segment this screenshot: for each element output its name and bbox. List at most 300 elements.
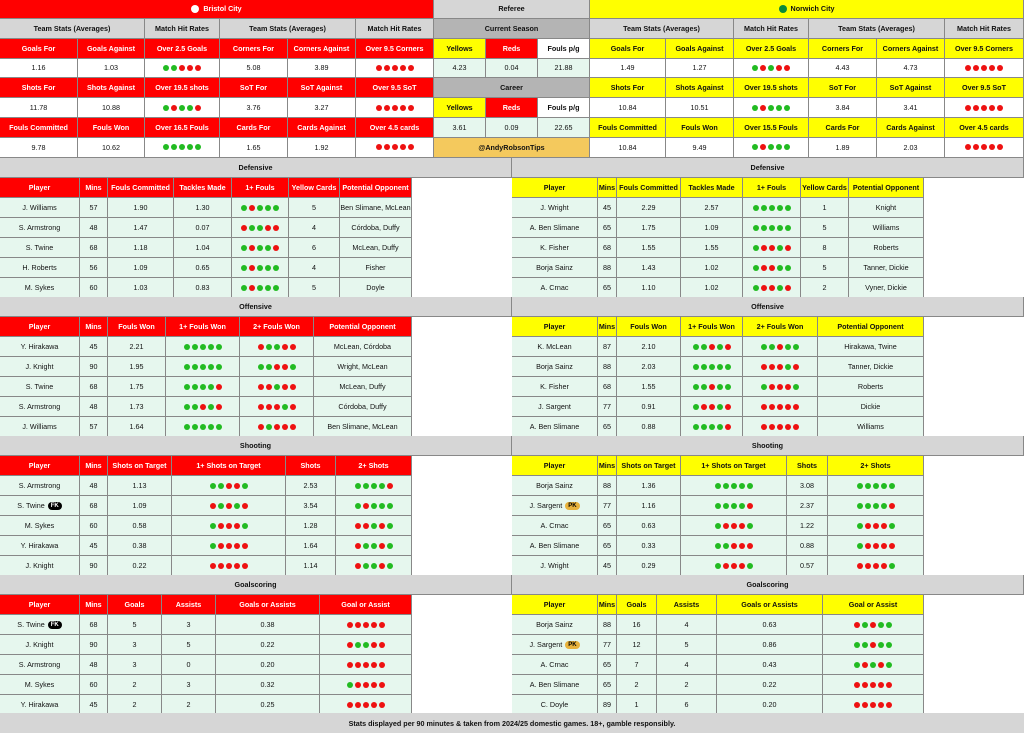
- corners-for-label: Corners For: [220, 39, 288, 59]
- player-name: Y. Hirakawa: [20, 699, 59, 709]
- table-cell: [320, 635, 412, 655]
- hit-dot-icon: [200, 424, 206, 430]
- table-cell: 0.07: [174, 218, 232, 238]
- table-cell: [240, 357, 314, 377]
- miss-dot-icon: [777, 384, 783, 390]
- table-cell: Fisher: [340, 258, 412, 278]
- hit-dot-icon: [371, 503, 377, 509]
- hit-dot-icon: [371, 563, 377, 569]
- hit-rate-dots: [376, 144, 414, 150]
- hit-dot-icon: [701, 384, 707, 390]
- table-cell: 0.20: [216, 655, 320, 675]
- bristol-defensive-table: [0, 158, 512, 298]
- hit-rate-dots: [355, 543, 393, 549]
- hit-dot-icon: [739, 503, 745, 509]
- table-cell: [172, 536, 286, 556]
- table-cell: [336, 556, 412, 576]
- miss-dot-icon: [760, 105, 766, 111]
- miss-dot-icon: [195, 65, 201, 71]
- table-cell: Knight: [849, 198, 924, 218]
- table-cell: [681, 357, 743, 377]
- miss-dot-icon: [400, 65, 406, 71]
- column-header: Player: [512, 456, 598, 476]
- hit-dot-icon: [793, 344, 799, 350]
- hit-dot-icon: [717, 384, 723, 390]
- table-cell: [240, 417, 314, 437]
- miss-dot-icon: [355, 563, 361, 569]
- hit-dot-icon: [234, 503, 240, 509]
- ca-reds-value: 0.09: [486, 118, 538, 138]
- table-cell: 12: [617, 635, 657, 655]
- hit-rate-dots: [761, 404, 799, 410]
- player-name: S. Twine: [17, 500, 45, 510]
- table-cell: [172, 556, 286, 576]
- miss-dot-icon: [216, 384, 222, 390]
- miss-dot-icon: [392, 105, 398, 111]
- miss-dot-icon: [347, 622, 353, 628]
- referee-panel: [434, 0, 590, 158]
- hit-rate-dots: [355, 503, 393, 509]
- table-cell: [512, 556, 598, 576]
- norwich-player-row: [512, 615, 1024, 635]
- ca-yellows-value: 3.61: [434, 118, 486, 138]
- shots-against-label: Shots Against: [666, 78, 734, 98]
- hit-rate-dots: [693, 384, 731, 390]
- hit-rate-dots: [347, 662, 385, 668]
- table-cell: Roberts: [849, 238, 924, 258]
- table-cell: Wright, McLean: [314, 357, 412, 377]
- table-cell: 1.64: [108, 417, 166, 437]
- table-cell: 1.03: [108, 278, 174, 298]
- hit-dot-icon: [725, 384, 731, 390]
- miss-dot-icon: [290, 344, 296, 350]
- table-cell: 2.29: [617, 198, 681, 218]
- table-cell: Roberts: [818, 377, 924, 397]
- table-cell: 1.47: [108, 218, 174, 238]
- hit-dot-icon: [257, 285, 263, 291]
- norwich-off-header-row: [512, 317, 1024, 337]
- miss-dot-icon: [379, 662, 385, 668]
- over-fouls-label: Over 16.5 Fouls: [145, 118, 220, 138]
- miss-dot-icon: [870, 682, 876, 688]
- miss-dot-icon: [258, 384, 264, 390]
- goa-title: Goalscoring: [0, 575, 512, 595]
- cs-yellows-label: Yellows: [434, 39, 486, 59]
- miss-dot-icon: [379, 523, 385, 529]
- match-hit-rates-header: Match Hit Rates: [734, 19, 809, 39]
- hit-dot-icon: [865, 483, 871, 489]
- hit-dot-icon: [208, 344, 214, 350]
- table-cell: Tanner, Dickie: [849, 258, 924, 278]
- miss-dot-icon: [777, 364, 783, 370]
- table-cell: 0.57: [787, 556, 828, 576]
- miss-dot-icon: [400, 144, 406, 150]
- miss-dot-icon: [249, 205, 255, 211]
- miss-dot-icon: [881, 563, 887, 569]
- miss-dot-icon: [241, 225, 247, 231]
- table-cell: 0.25: [216, 695, 320, 715]
- table-cell: 3.08: [787, 476, 828, 496]
- hit-dot-icon: [769, 225, 775, 231]
- miss-dot-icon: [258, 404, 264, 410]
- miss-dot-icon: [355, 682, 361, 688]
- norwich-player-row: [512, 278, 1024, 298]
- hit-dot-icon: [208, 404, 214, 410]
- column-header: Shots on Target: [108, 456, 172, 476]
- column-header: Goals or Assists: [216, 595, 320, 615]
- miss-dot-icon: [878, 662, 884, 668]
- miss-dot-icon: [249, 245, 255, 251]
- ca-fouls-value: 22.65: [538, 118, 590, 138]
- table-cell: 90: [80, 357, 108, 377]
- miss-dot-icon: [265, 225, 271, 231]
- def-title: Defensive: [0, 158, 512, 178]
- miss-dot-icon: [997, 144, 1003, 150]
- column-header: Goals or Assists: [717, 595, 823, 615]
- miss-dot-icon: [371, 682, 377, 688]
- table-cell: 1.75: [108, 377, 166, 397]
- table-cell: 0.63: [617, 516, 681, 536]
- table-cell: 2: [801, 278, 849, 298]
- hit-rate-dots: [355, 483, 393, 489]
- hit-dot-icon: [761, 205, 767, 211]
- hit-dot-icon: [747, 483, 753, 489]
- fouls-committed-label: Fouls Committed: [590, 118, 666, 138]
- corners-against-label: Corners Against: [877, 39, 945, 59]
- hit-dot-icon: [785, 225, 791, 231]
- table-cell: 1.55: [617, 238, 681, 258]
- hit-dot-icon: [731, 503, 737, 509]
- over-19-5-shots-label: Over 19.5 shots: [734, 78, 809, 98]
- norwich-player-row: [512, 397, 1024, 417]
- table-cell: [681, 556, 787, 576]
- sot-for-label: SoT For: [809, 78, 877, 98]
- miss-dot-icon: [873, 543, 879, 549]
- table-cell: 48: [80, 476, 108, 496]
- column-header: 1+ Shots on Target: [681, 456, 787, 476]
- miss-dot-icon: [392, 65, 398, 71]
- column-header: Potential Opponent: [849, 178, 924, 198]
- shots-for-value: 10.84: [590, 98, 666, 118]
- miss-dot-icon: [973, 65, 979, 71]
- miss-dot-icon: [218, 543, 224, 549]
- miss-dot-icon: [282, 424, 288, 430]
- hit-dot-icon: [363, 642, 369, 648]
- miss-dot-icon: [384, 144, 390, 150]
- sot-against-value: 3.27: [288, 98, 356, 118]
- bristol-team-header: Bristol City: [0, 0, 434, 19]
- table-cell: 65: [598, 278, 617, 298]
- hit-dot-icon: [200, 384, 206, 390]
- fouls-won-value: 10.62: [78, 138, 145, 158]
- hit-dot-icon: [379, 503, 385, 509]
- table-cell: 4: [657, 655, 717, 675]
- hit-dot-icon: [371, 483, 377, 489]
- hit-rate-dots: [753, 265, 791, 271]
- table-cell: 5: [289, 198, 340, 218]
- hit-dot-icon: [210, 523, 216, 529]
- norwich-player-row: [512, 198, 1024, 218]
- miss-dot-icon: [379, 563, 385, 569]
- column-header: Mins: [80, 317, 108, 337]
- table-cell: 68: [80, 615, 108, 635]
- table-cell: 65: [598, 536, 617, 556]
- table-cell: 1.09: [108, 496, 172, 516]
- player-name: J. Sargent: [529, 500, 563, 510]
- hit-dot-icon: [793, 384, 799, 390]
- column-header: 1+ Shots on Target: [172, 456, 286, 476]
- table-cell: Ben Slimane, McLean: [314, 417, 412, 437]
- miss-dot-icon: [981, 65, 987, 71]
- hit-rate-dots: [761, 384, 799, 390]
- hit-rate-dots: [857, 503, 895, 509]
- table-cell: McLean, Córdoba: [314, 337, 412, 357]
- table-cell: [166, 377, 240, 397]
- table-cell: Williams: [849, 218, 924, 238]
- hit-dot-icon: [747, 563, 753, 569]
- hit-dot-icon: [363, 483, 369, 489]
- hit-dot-icon: [184, 424, 190, 430]
- table-cell: [743, 397, 818, 417]
- hit-dot-icon: [709, 424, 715, 430]
- hit-dot-icon: [242, 523, 248, 529]
- table-cell: [512, 516, 598, 536]
- hit-dot-icon: [857, 523, 863, 529]
- hit-dot-icon: [171, 144, 177, 150]
- hit-dot-icon: [723, 503, 729, 509]
- norwich-player-row: [512, 536, 1024, 556]
- table-cell: 1.13: [108, 476, 172, 496]
- player-name: Y. Hirakawa: [20, 540, 59, 550]
- shots-against-value: 10.88: [78, 98, 145, 118]
- column-header: Yellow Cards: [801, 178, 849, 198]
- table-cell: 1.18: [108, 238, 174, 258]
- hit-dot-icon: [163, 105, 169, 111]
- player-name: S. Armstrong: [18, 480, 61, 490]
- hit-rate-dots: [857, 543, 895, 549]
- miss-dot-icon: [873, 523, 879, 529]
- over-9-5-sot-label: Over 9.5 SoT: [945, 78, 1024, 98]
- match-hit-rates-header: Match Hit Rates: [945, 19, 1024, 39]
- hit-rate-dots: [965, 105, 1003, 111]
- hit-rate-dots: [715, 563, 753, 569]
- corners-against-value: 4.73: [877, 59, 945, 79]
- column-header: Potential Opponent: [340, 178, 412, 198]
- goals-against-value: 1.03: [78, 59, 145, 79]
- miss-dot-icon: [760, 144, 766, 150]
- player-name: A. Crnac: [540, 659, 569, 669]
- miss-dot-icon: [739, 543, 745, 549]
- table-cell: 3: [108, 635, 162, 655]
- hit-dot-icon: [715, 563, 721, 569]
- miss-dot-icon: [258, 344, 264, 350]
- table-cell: 1.22: [787, 516, 828, 536]
- free-kick-taker-badge: FK: [48, 502, 62, 510]
- table-cell: 2.21: [108, 337, 166, 357]
- norwich-team-header: Norwich City: [590, 0, 1024, 19]
- bristol-player-row: [0, 337, 512, 357]
- hit-rate-dots: [965, 65, 1003, 71]
- norwich-goalscoring-table: [512, 575, 1024, 715]
- table-cell: 88: [598, 476, 617, 496]
- hit-rate-dots: [258, 344, 296, 350]
- miss-dot-icon: [290, 404, 296, 410]
- bristol-player-row: [0, 556, 512, 576]
- cs-fouls-label: Fouls p/g: [538, 39, 590, 59]
- hit-dot-icon: [785, 265, 791, 271]
- miss-dot-icon: [195, 105, 201, 111]
- table-cell: [681, 377, 743, 397]
- table-cell: [0, 635, 80, 655]
- hit-rate-dots: [693, 424, 731, 430]
- hit-dot-icon: [723, 543, 729, 549]
- hit-dot-icon: [208, 364, 214, 370]
- hit-rate-dots: [241, 285, 279, 291]
- hit-dot-icon: [371, 523, 377, 529]
- hit-dot-icon: [709, 364, 715, 370]
- miss-dot-icon: [981, 144, 987, 150]
- def-title: Defensive: [512, 158, 1024, 178]
- over-19-5-shots-dots: [734, 98, 809, 118]
- table-cell: 1.55: [681, 238, 743, 258]
- column-header: Fouls Committed: [617, 178, 681, 198]
- miss-dot-icon: [226, 503, 232, 509]
- hit-dot-icon: [273, 285, 279, 291]
- miss-dot-icon: [242, 503, 248, 509]
- miss-dot-icon: [761, 285, 767, 291]
- hit-dot-icon: [739, 483, 745, 489]
- hit-rate-dots: [347, 682, 385, 688]
- column-header: 1+ Fouls Won: [166, 317, 240, 337]
- hit-rate-dots: [854, 662, 892, 668]
- corners-for-value: 4.43: [809, 59, 877, 79]
- bristol-player-row: [0, 536, 512, 556]
- over-19-5-shots-dots: [145, 98, 220, 118]
- bristol-goa-header-row: [0, 595, 512, 615]
- table-cell: 0.20: [717, 695, 823, 715]
- hit-dot-icon: [257, 225, 263, 231]
- miss-dot-icon: [363, 662, 369, 668]
- hit-dot-icon: [363, 543, 369, 549]
- table-cell: [336, 476, 412, 496]
- column-header: 1+ Fouls: [743, 178, 801, 198]
- miss-dot-icon: [408, 65, 414, 71]
- hit-rate-dots: [347, 702, 385, 708]
- column-header: Tackles Made: [681, 178, 743, 198]
- hit-dot-icon: [241, 285, 247, 291]
- column-header: Goal or Assist: [320, 595, 412, 615]
- hit-dot-icon: [273, 265, 279, 271]
- hit-dot-icon: [265, 205, 271, 211]
- miss-dot-icon: [777, 424, 783, 430]
- table-cell: 2.03: [617, 357, 681, 377]
- miss-dot-icon: [769, 245, 775, 251]
- cards-for-label: Cards For: [220, 118, 288, 138]
- fouls-won-label: Fouls Won: [78, 118, 145, 138]
- table-cell: [0, 675, 80, 695]
- miss-dot-icon: [761, 404, 767, 410]
- player-name: J. Knight: [25, 639, 54, 649]
- norwich-player-row: [512, 476, 1024, 496]
- hit-rate-dots: [210, 523, 248, 529]
- bristol-player-row: [0, 675, 512, 695]
- miss-dot-icon: [274, 364, 280, 370]
- goa-title: Goalscoring: [512, 575, 1024, 595]
- hit-dot-icon: [693, 364, 699, 370]
- miss-dot-icon: [723, 563, 729, 569]
- miss-dot-icon: [234, 483, 240, 489]
- table-cell: J. Williams: [0, 198, 80, 218]
- norwich-player-row: [512, 695, 1024, 715]
- table-cell: McLean, Duffy: [340, 238, 412, 258]
- table-cell: 0.65: [174, 258, 232, 278]
- hit-rate-dots: [761, 364, 799, 370]
- table-cell: 68: [598, 238, 617, 258]
- table-cell: 3: [108, 655, 162, 675]
- over-4-5-cards-label: Over 4.5 cards: [945, 118, 1024, 138]
- miss-dot-icon: [973, 144, 979, 150]
- hit-rate-dots: [258, 424, 296, 430]
- table-cell: Ben Slimane, McLean: [340, 198, 412, 218]
- hit-dot-icon: [857, 503, 863, 509]
- free-kick-taker-badge: FK: [48, 621, 62, 629]
- over-4-5-cards-dots: [945, 138, 1024, 158]
- hit-dot-icon: [282, 404, 288, 410]
- bristol-player-row: [0, 615, 512, 635]
- table-cell: 1.10: [617, 278, 681, 298]
- column-header: Player: [512, 317, 598, 337]
- bristol-player-row: [0, 357, 512, 377]
- hit-dot-icon: [752, 65, 758, 71]
- hit-rate-dots: [715, 523, 753, 529]
- hit-dot-icon: [693, 384, 699, 390]
- sot-for-label: SoT For: [220, 78, 288, 98]
- cs-reds-label: Reds: [486, 39, 538, 59]
- hit-dot-icon: [725, 364, 731, 370]
- hit-dot-icon: [265, 265, 271, 271]
- column-header: Tackles Made: [174, 178, 232, 198]
- table-cell: [232, 278, 289, 298]
- twitter-handle[interactable]: @AndyRobsonTips: [434, 138, 590, 158]
- miss-dot-icon: [274, 404, 280, 410]
- miss-dot-icon: [282, 364, 288, 370]
- hit-dot-icon: [257, 205, 263, 211]
- hit-dot-icon: [784, 105, 790, 111]
- table-cell: 1.90: [108, 198, 174, 218]
- table-cell: 90: [80, 635, 108, 655]
- penalty-taker-badge: PK: [565, 641, 579, 649]
- hit-dot-icon: [715, 523, 721, 529]
- hit-rate-dots: [752, 144, 790, 150]
- hit-dot-icon: [192, 404, 198, 410]
- table-cell: 1.04: [174, 238, 232, 258]
- column-header: Player: [0, 178, 80, 198]
- player-name: Borja Sainz: [536, 480, 573, 490]
- miss-dot-icon: [854, 682, 860, 688]
- table-cell: 2: [162, 695, 216, 715]
- miss-dot-icon: [210, 503, 216, 509]
- bristol-player-row: [0, 278, 512, 298]
- table-cell: 5: [289, 278, 340, 298]
- table-cell: [681, 536, 787, 556]
- hit-rate-dots: [347, 622, 385, 628]
- miss-dot-icon: [216, 404, 222, 410]
- over-fouls-dots: [145, 138, 220, 158]
- table-cell: [336, 536, 412, 556]
- table-cell: [743, 337, 818, 357]
- bristol-stats-grid: [0, 19, 434, 158]
- hit-dot-icon: [387, 503, 393, 509]
